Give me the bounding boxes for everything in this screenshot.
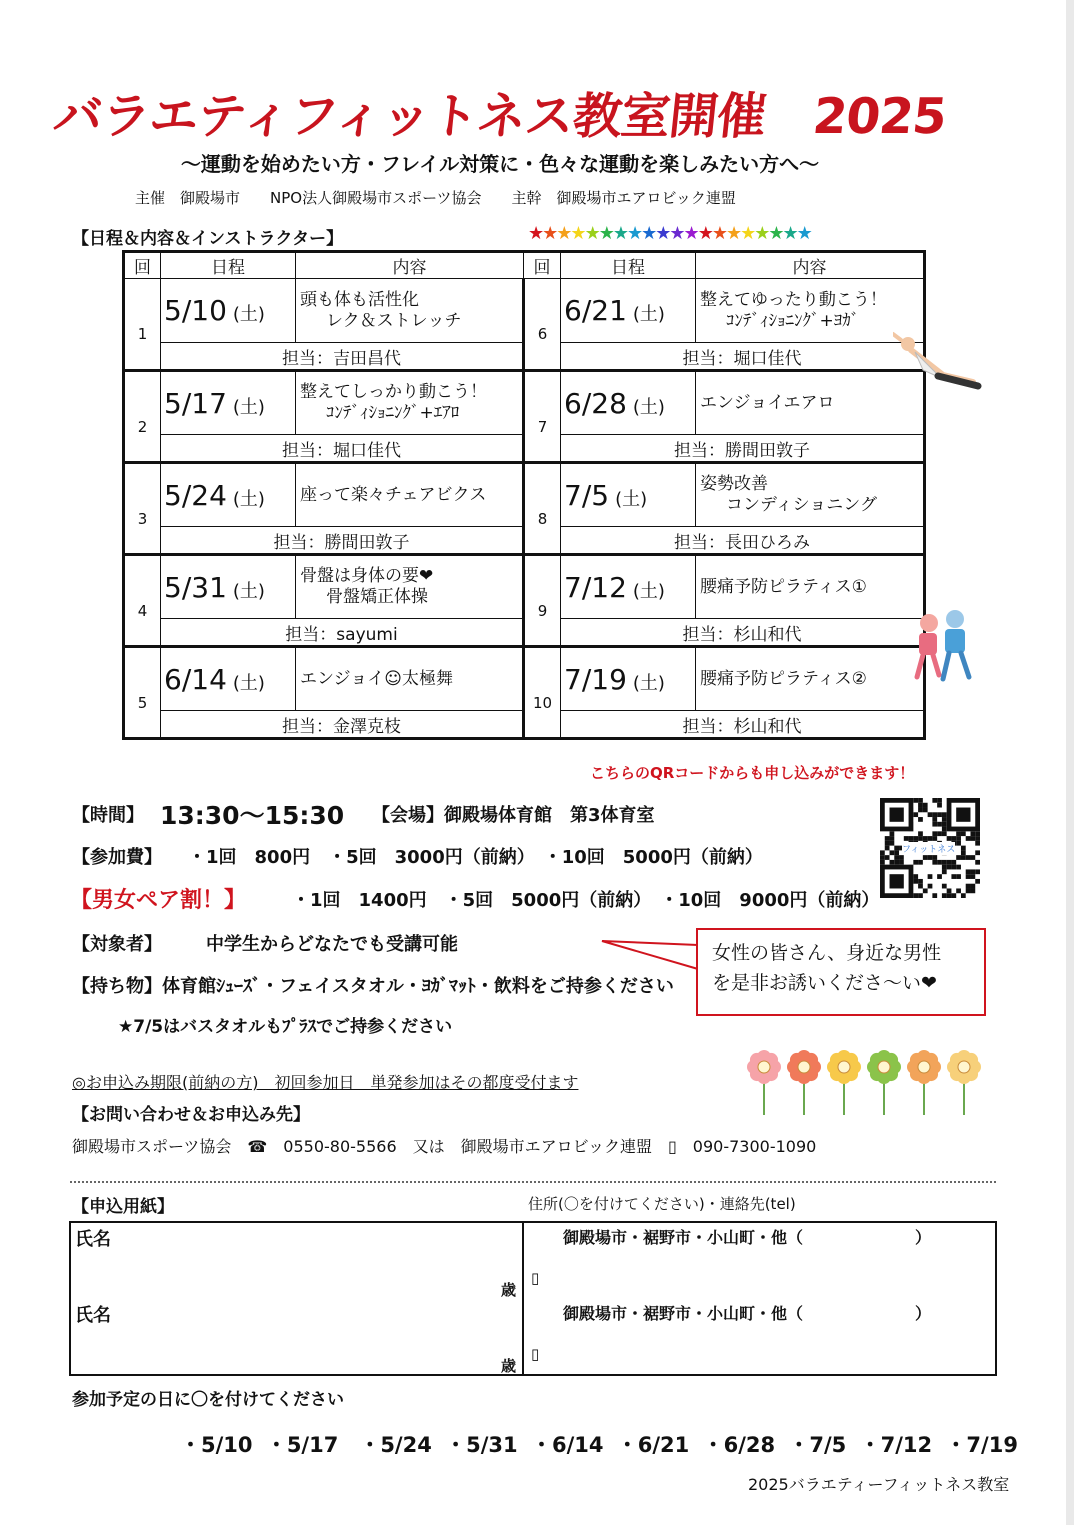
session-content bbox=[696, 371, 925, 435]
session-content-line-1: 整えてしっかり動こう！ bbox=[300, 382, 487, 402]
session-content bbox=[696, 555, 925, 619]
session-teacher: 担当：勝間田敦子 bbox=[161, 527, 524, 555]
session-content-line-1: 頭も体も活性化 bbox=[300, 289, 419, 310]
cut-line bbox=[70, 1181, 996, 1183]
table-row bbox=[124, 555, 925, 619]
contact-heading: 【お問い合わせ＆お申込み先】 bbox=[72, 1105, 310, 1125]
table-header-num: 回 bbox=[524, 252, 561, 279]
phone-icon: ▯ bbox=[531, 1269, 540, 1287]
session-content-line-2: 骨盤矯正体操 bbox=[326, 587, 428, 607]
session-content-line-2: コンディショニング bbox=[726, 495, 877, 515]
deadline-note: ◎お申込み期限(前納の方) 初回参加日 単発参加はその都度受付ます bbox=[72, 1073, 579, 1092]
form-divider bbox=[522, 1223, 524, 1374]
session-day-of-week: (土) bbox=[232, 304, 265, 325]
session-date-value: 5/10 bbox=[164, 294, 227, 327]
table-header-date: 日程 bbox=[561, 252, 696, 279]
table-header-row bbox=[124, 252, 925, 279]
session-date-value: 7/12 bbox=[564, 570, 627, 604]
session-content-line-1: 腰痛予防ピラティス① bbox=[700, 576, 867, 597]
table-header-date: 日程 bbox=[161, 252, 296, 279]
session-content-line-2: レク＆ストレッチ bbox=[326, 310, 462, 331]
session-date-value: 7/5 bbox=[564, 478, 610, 512]
session-content bbox=[296, 463, 524, 527]
session-number: 2 bbox=[124, 371, 161, 463]
session-number: 7 bbox=[524, 371, 561, 463]
form-right-heading: 住所(〇を付けてください)・連絡先(tel) bbox=[528, 1195, 796, 1213]
session-date-value: 6/14 bbox=[164, 662, 227, 696]
table-row bbox=[124, 647, 925, 711]
session-number: 6 bbox=[524, 279, 561, 371]
form-age-label-2: 歳 bbox=[501, 1357, 517, 1375]
session-number: 3 bbox=[124, 463, 161, 555]
table-header-num: 回 bbox=[124, 252, 161, 279]
target-label: 【対象者】 bbox=[72, 934, 162, 955]
session-date bbox=[561, 371, 696, 435]
session-content bbox=[296, 647, 524, 711]
pair-discount-value: ・1回 1400円 ・5回 5000円（前納） ・10回 9000円（前納） bbox=[292, 890, 880, 911]
session-date-value: 5/31 bbox=[164, 570, 227, 604]
walking-couple-icon bbox=[907, 605, 977, 685]
session-date bbox=[161, 463, 296, 527]
form-name-label-2: 氏名 bbox=[75, 1305, 111, 1326]
table-header-content: 内容 bbox=[296, 252, 524, 279]
session-teacher: 担当：吉田昌代 bbox=[161, 343, 524, 371]
session-number: 5 bbox=[124, 647, 161, 739]
form-address-2: 御殿場市・裾野市・小山町・他（ ） bbox=[563, 1304, 932, 1323]
schedule-table bbox=[122, 250, 926, 740]
session-date-value: 7/19 bbox=[564, 662, 627, 696]
session-date-value: 5/17 bbox=[164, 386, 227, 420]
table-row bbox=[124, 463, 925, 527]
session-date bbox=[561, 555, 696, 619]
session-content-line-1: エンジョイ☺太極舞 bbox=[300, 668, 453, 689]
callout-tail bbox=[600, 935, 700, 975]
session-number: 1 bbox=[124, 279, 161, 371]
contact-line: 御殿場市スポーツ協会 ☎ 0550-80-5566 又は 御殿場市エアロビック連盟 ▯ 090-7300-1090 bbox=[72, 1137, 817, 1156]
session-day-of-week: (土) bbox=[232, 672, 265, 694]
session-teacher: 担当：杉山和代 bbox=[561, 711, 925, 739]
flowers-icon bbox=[744, 1045, 984, 1120]
session-date bbox=[161, 555, 296, 619]
session-day-of-week: (土) bbox=[632, 580, 665, 602]
session-day-of-week: (土) bbox=[232, 488, 265, 510]
table-row bbox=[124, 279, 925, 343]
session-teacher: 担当：堀口佳代 bbox=[161, 435, 524, 463]
session-date bbox=[561, 463, 696, 527]
session-content-line-1: 座って楽々チェアビクス bbox=[300, 484, 487, 505]
rainbow-stars: ★★★★★★★★★★★★★★★★★★★★ bbox=[528, 223, 811, 244]
session-date-value: 5/24 bbox=[164, 478, 227, 512]
session-day-of-week: (土) bbox=[232, 396, 265, 418]
session-day-of-week: (土) bbox=[632, 304, 665, 325]
table-header-content: 内容 bbox=[696, 252, 925, 279]
callout-box bbox=[696, 928, 986, 1016]
session-date bbox=[161, 647, 296, 711]
table-row bbox=[124, 371, 925, 435]
schedule-heading: 【日程＆内容＆インストラクター】 bbox=[72, 229, 344, 249]
time-value: 13:30～15:30 bbox=[160, 801, 345, 830]
session-content bbox=[296, 555, 524, 619]
callout-line-1: 女性の皆さん、身近な男性 bbox=[712, 942, 942, 964]
attend-dates: ・5/10 ・5/17 ・5/24 ・5/31 ・6/14 ・6/21 ・6/28 ・7/5 ・7/12 ・7/19 bbox=[180, 1433, 1018, 1457]
items-note: ★7/5はバスタオルもﾌﾟﾗｽでご持参ください bbox=[118, 1017, 453, 1037]
session-content-line-1: エンジョイエアロ bbox=[700, 392, 835, 413]
session-teacher: 担当：金澤克枝 bbox=[161, 711, 524, 739]
session-day-of-week: (土) bbox=[632, 672, 665, 694]
organizers: 主催 御殿場市 NPO法人御殿場市スポーツ協会 主幹 御殿場市エアロビック連盟 bbox=[135, 189, 736, 207]
callout-line-2: を是非お誘いくださ～い❤ bbox=[712, 972, 937, 994]
form-heading: 【申込用紙】 bbox=[72, 1197, 174, 1217]
session-content-line-1: 腰痛予防ピラティス② bbox=[700, 668, 867, 689]
session-content bbox=[696, 463, 925, 527]
session-teacher: 担当：sayumi bbox=[161, 619, 524, 647]
phone-icon: ▯ bbox=[531, 1345, 540, 1363]
session-date-value: 6/28 bbox=[564, 386, 627, 420]
session-number: 8 bbox=[524, 463, 561, 555]
session-content-line-1: 姿勢改善 bbox=[700, 474, 768, 494]
session-date bbox=[561, 647, 696, 711]
session-teacher: 担当：長田ひろみ bbox=[561, 527, 925, 555]
session-teacher: 担当：勝間田敦子 bbox=[561, 435, 925, 463]
session-content-line-2: ｺﾝﾃﾞｨｼｮﾆﾝｸﾞ+ﾖｶﾞ bbox=[726, 310, 860, 331]
session-content bbox=[296, 371, 524, 435]
fee-label: 【参加費】 bbox=[72, 847, 162, 868]
session-content bbox=[696, 279, 925, 343]
session-day-of-week: (土) bbox=[615, 488, 648, 510]
qr-label: フィットネス bbox=[902, 842, 955, 855]
session-content-line-1: 整えてゆったり動こう！ bbox=[700, 289, 887, 310]
session-content bbox=[296, 279, 524, 343]
page-title: バラエティフィットネス教室開催 2025 bbox=[50, 88, 949, 145]
subtitle: ～運動を始めたい方・フレイル対策に・色々な運動を楽しみたい方へ～ bbox=[180, 152, 820, 176]
session-date bbox=[161, 279, 296, 343]
session-day-of-week: (土) bbox=[232, 580, 265, 602]
time-label: 【時間】 bbox=[72, 805, 144, 826]
session-date bbox=[561, 279, 696, 343]
session-number: 4 bbox=[124, 555, 161, 647]
venue: 【会場】御殿場体育館 第3体育室 bbox=[372, 805, 655, 826]
session-day-of-week: (土) bbox=[632, 396, 665, 418]
form-name-label-1: 氏名 bbox=[75, 1229, 111, 1250]
pair-discount-label: 【男女ペア割！】 bbox=[70, 888, 247, 913]
form-age-label-1: 歳 bbox=[501, 1281, 517, 1299]
items: 【持ち物】体育館ｼｭｰｽﾞ・フェイスタオル・ﾖｶﾞﾏｯﾄ・飲料をご持参ください bbox=[72, 976, 674, 997]
session-number: 9 bbox=[524, 555, 561, 647]
qr-note: こちらのQRコードからも申し込みができます！ bbox=[590, 764, 915, 782]
session-date bbox=[161, 371, 296, 435]
form-address-1: 御殿場市・裾野市・小山町・他（ ） bbox=[563, 1228, 932, 1247]
session-content-line-1: 骨盤は身体の要❤ bbox=[300, 566, 434, 586]
session-date-value: 6/21 bbox=[564, 294, 627, 327]
session-number: 10 bbox=[524, 647, 561, 739]
target-value: 中学生からどなたでも受講可能 bbox=[206, 934, 458, 955]
footer: 2025バラエティーフィットネス教室 bbox=[748, 1475, 1010, 1494]
attend-heading: 参加予定の日に〇を付けてください bbox=[72, 1390, 344, 1410]
session-content-line-2: ｺﾝﾃﾞｨｼｮﾆﾝｸﾞ+ｴｱﾛ bbox=[326, 403, 460, 423]
application-form bbox=[69, 1221, 997, 1376]
stretching-person-icon bbox=[893, 330, 983, 400]
session-teacher: 担当：杉山和代 bbox=[561, 619, 925, 647]
fee-value: ・1回 800円 ・5回 3000円（前納） ・10回 5000円（前納） bbox=[188, 847, 763, 868]
session-teacher: 担当：堀口佳代 bbox=[561, 343, 925, 371]
page-edge bbox=[1066, 0, 1074, 1525]
session-content bbox=[696, 647, 925, 711]
